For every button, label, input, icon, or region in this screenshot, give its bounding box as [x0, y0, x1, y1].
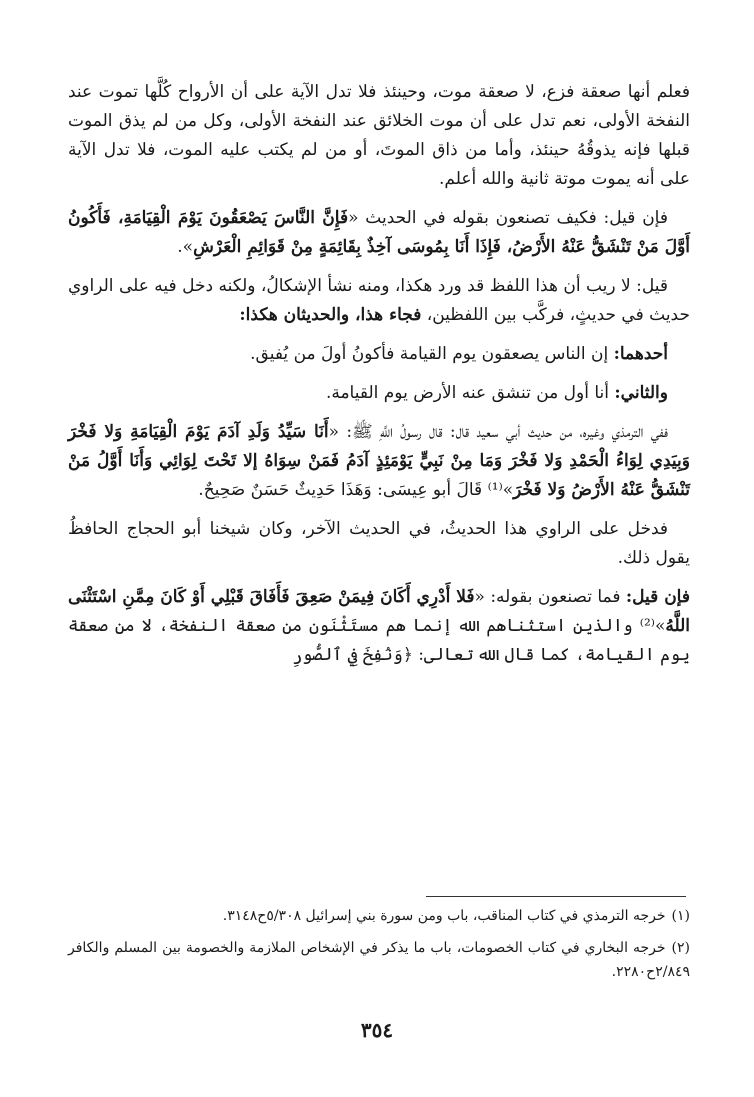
second-hadith [68, 379, 690, 408]
page-body [68, 78, 690, 680]
paragraph-4-end: قَالَ أبو عِيسَى: وَهَذَا حَدِيثٌ حَسَنٌ صَحِيحٌ. [198, 480, 488, 500]
footnote-1 [68, 904, 690, 928]
first-text: إن الناس يصعقون يوم القيامة فأكونُ أولَ من يُفيق. [250, 344, 614, 364]
footnote-ref-2[interactable]: »⁽²⁾ [639, 616, 666, 636]
paragraph-4 [68, 418, 690, 505]
footnotes [68, 904, 690, 992]
hadith-quote-1: فَإِنَّ النَّاسَ يَصْعَقُونَ يَوْمَ الْقِيَامَةِ، فَأَكُونُ أَوَّلَ مَنْ تَنْشَقُّ عَنْهُ الأَرْضُ، فَإِذَا أَنَا بِمُوسَى آخِذٌ بِقَائِمَةٍ مِنْ قَوَائِمِ الْعَرْشِ [68, 208, 690, 257]
footnote-1-text: خرجه الترمذي في كتاب المناقب، باب ومن سورة بني إسرائيل ٥/٣٠٨ح٣١٤٨. [222, 908, 666, 924]
paragraph-6 [68, 583, 690, 670]
paragraph-2-end: ». [177, 237, 194, 257]
paragraph-3-bold: فجاء هذا، والحديثان هكذا: [239, 305, 422, 325]
footnote-2 [68, 936, 690, 984]
paragraph-6-end: والذين استثناهم الله إنما هم مستَثْنَون من صعقة النفخة، لا من صعقة يوم القيامة، كما قال الله تعالى: ﴿وَنُفِخَ فِي ٱلصُّورِ [68, 616, 690, 665]
paragraph-3-text: قيل: لا ريب أن هذا اللفظ قد ورد هكذا، ومنه نشأ الإشكالُ، ولكنه دخل فيه على الراوي حديث في حديثٍ، فركَّب بين اللفظين، [68, 276, 690, 325]
footnote-1-number: (١) [671, 908, 690, 924]
paragraph-4-intro: ففي الترمذي وغيره، من حديث أبي سعيد قال: قال رسولُ اللَّهِ ﷺ: « [328, 422, 668, 442]
paragraph-1: فعلم أنها صعقة فزع، لا صعقة موت، وحينئذ فلا تدل الآية على أن الأرواح كُلَّها تموت عند النفخة الأولى، نعم تدل على أن موت الخلائق عند النفخة الأولى، وكل من لم يذق الموت قبلها فإنه يذوقُهُ حينئذ، وأما من ذاق الموتَ، أو من لم يكتب عليه الموت، فلا تدل الآية على أنه يموت موتة ثانية والله أعلم. [68, 82, 690, 189]
paragraph-2 [68, 204, 690, 262]
second-text: أنا أول من تنشق عنه الأرض يوم القيامة. [325, 383, 615, 403]
footnote-2-text: خرجه البخاري في كتاب الخصومات، باب ما يذكر في الإشخاص الملازمة والخصومة بين المسلم والكافر ٢/٨٤٩ح٢٢٨٠. [68, 940, 690, 980]
footnote-2-number: (٢) [671, 940, 690, 956]
page-number: ٣٥٤ [360, 1018, 394, 1042]
paragraph-6-intro: فما تصنعون بقوله: « [474, 587, 626, 607]
paragraph-5: فدخل على الراوي هذا الحديثُ، في الحديث الآخر، وكان شيخنا أبو الحجاج الحافظُ يقول ذلك. [68, 519, 690, 568]
paragraph-2-intro: فإن قيل: فكيف تصنعون بقوله في الحديث « [348, 208, 668, 228]
footnote-ref-1[interactable]: »⁽¹⁾ [487, 480, 514, 500]
paragraph-6-label: فإن قيل: [625, 587, 690, 607]
hadith-quote-2: أَنَا سَيِّدُ وَلَدِ آدَمَ يَوْمَ الْقِيَامَةِ وَلا فَخْرَ وَبِيَدِي لِوَاءُ الْحَمْدِ وَلا فَخْرَ وَمَا مِنْ نَبِيٍّ يَوْمَئِذٍ آدَمُ فَمَنْ سِوَاهُ إلا تَحْتَ لِوَائِي وَأَنَا أَوَّلُ مَنْ تَنْشَقُّ عَنْهُ الأَرْضُ وَلا فَخْرَ [68, 422, 690, 500]
hadith-quote-3: فَلا أَدْرِي أَكَانَ فِيمَنْ صَعِقَ فَأَفَاقَ قَبْلِي أَوْ كَانَ مِمَّنِ اسْتَثْنَى اللَّهُ [67, 587, 690, 636]
second-label: والثاني: [614, 383, 668, 403]
first-hadith [68, 340, 690, 369]
footnote-divider [426, 896, 686, 897]
first-label: أحدهما: [613, 344, 668, 364]
paragraph-3 [68, 272, 690, 330]
